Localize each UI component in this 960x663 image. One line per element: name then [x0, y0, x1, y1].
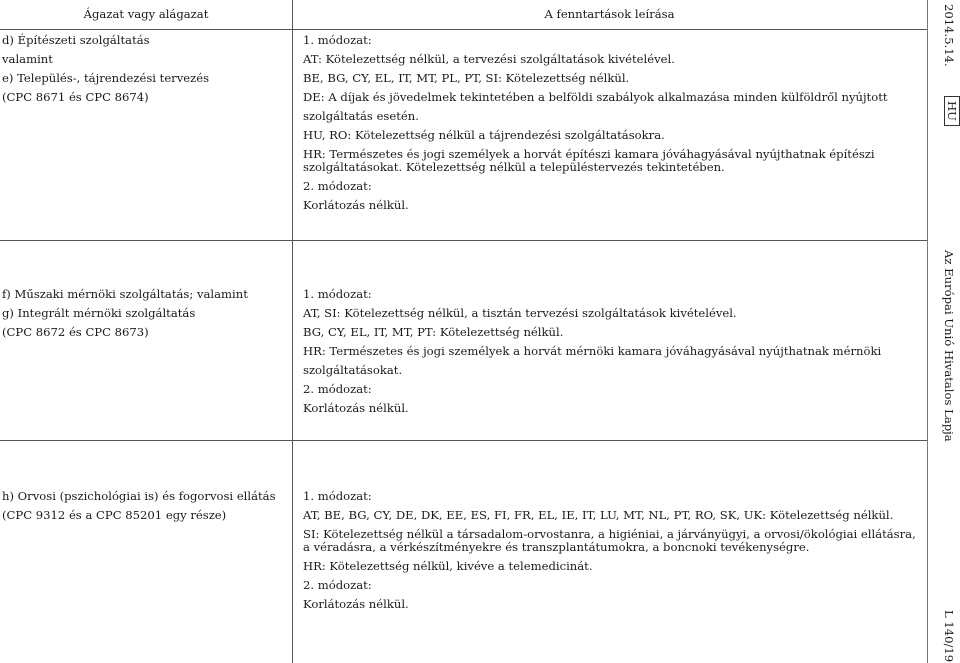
- row-divider: [0, 440, 927, 441]
- sector-line: d) Építészeti szolgáltatás: [2, 33, 150, 47]
- header-sector-label: Ágazat vagy alágazat: [83, 7, 209, 21]
- restriction-line: SI: Kötelezettség nélkül a társadalom-orvostanra, a higiéniai, a járványügyi, a orvosi/ökológiai ellátásra, a véradásra, a vérkészítményekre és transzplantátumokra, a boncnoki tevékenységre.: [303, 527, 916, 554]
- sector-line: e) Település-, tájrendezési tervezés: [2, 71, 210, 85]
- restriction-line: DE: A díjak és jövedelmek tekintetében a belföldi szabályok alkalmazása minden külföldről nyújtott szolgáltatás esetén.: [303, 90, 888, 123]
- restriction-line: HU, RO: Kötelezettség nélkül a tájrendezési szolgáltatásokra.: [303, 128, 665, 142]
- header-sector: [0, 0, 293, 30]
- row-2-description: [303, 285, 923, 418]
- sector-line: (CPC 9312 és a CPC 85201 egy része): [2, 508, 227, 522]
- row-2-sector: [2, 285, 287, 342]
- sector-line: h) Orvosi (pszichológiai is) és fogorvosi ellátás: [2, 489, 276, 503]
- restriction-line: Korlátozás nélkül.: [303, 401, 409, 415]
- side-date: 2014.5.14.: [942, 4, 956, 67]
- side-page-number: L 140/19: [942, 610, 956, 663]
- restriction-line: HR: Kötelezettség nélkül, kivéve a telemedicinát.: [303, 559, 593, 573]
- row-3-description: [303, 487, 923, 614]
- restriction-line: HR: Természetes és jogi személyek a horvát építészi kamara jóváhagyásával nyújthatnak építészi szolgáltatásokat. Kötelezettség nélkül a településtervezés tekintetében.: [303, 147, 875, 174]
- mode-heading: 2. módozat:: [303, 578, 372, 592]
- mode-heading: 2. módozat:: [303, 382, 372, 396]
- restriction-line: AT: Kötelezettség nélkül, a tervezési szolgáltatások kivételével.: [303, 52, 675, 66]
- side-language: HU: [944, 96, 960, 126]
- sector-line: (CPC 8672 és CPC 8673): [2, 325, 149, 339]
- row-1-sector: [2, 31, 287, 107]
- column-divider: [292, 0, 293, 663]
- restriction-line: AT, BE, BG, CY, DE, DK, EE, ES, FI, FR, EL, IE, IT, LU, MT, NL, PT, RO, SK, UK: Kötelezettség nélkül.: [303, 508, 894, 522]
- side-journal-title: Az Európai Unió Hivatalos Lapja: [942, 250, 956, 442]
- row-divider: [0, 240, 927, 241]
- sector-line: g) Integrált mérnöki szolgáltatás: [2, 306, 196, 320]
- header-description-label: A fenntartások leírása: [544, 7, 675, 21]
- mode-heading: 1. módozat:: [303, 489, 372, 503]
- sector-line: f) Műszaki mérnöki szolgáltatás; valamint: [2, 287, 248, 301]
- sector-line: (CPC 8671 és CPC 8674): [2, 90, 149, 104]
- restriction-line: HR: Természetes és jogi személyek a horvát mérnöki kamara jóváhagyásával nyújthatnak mérnöki szolgáltatásokat.: [303, 344, 882, 377]
- restriction-line: Korlátozás nélkül.: [303, 597, 409, 611]
- restriction-line: AT, SI: Kötelezettség nélkül, a tisztán tervezési szolgáltatások kivételével.: [303, 306, 737, 320]
- mode-heading: 1. módozat:: [303, 33, 372, 47]
- mode-heading: 2. módozat:: [303, 179, 372, 193]
- margin-rule: [927, 0, 928, 663]
- restriction-line: BE, BG, CY, EL, IT, MT, PL, PT, SI: Kötelezettség nélkül.: [303, 71, 630, 85]
- header-description: [292, 0, 927, 30]
- row-1-description: [303, 31, 923, 215]
- sector-line: valamint: [2, 52, 53, 66]
- restriction-line: BG, CY, EL, IT, MT, PT: Kötelezettség nélkül.: [303, 325, 564, 339]
- restriction-line: Korlátozás nélkül.: [303, 198, 409, 212]
- row-3-sector: [2, 487, 287, 525]
- mode-heading: 1. módozat:: [303, 287, 372, 301]
